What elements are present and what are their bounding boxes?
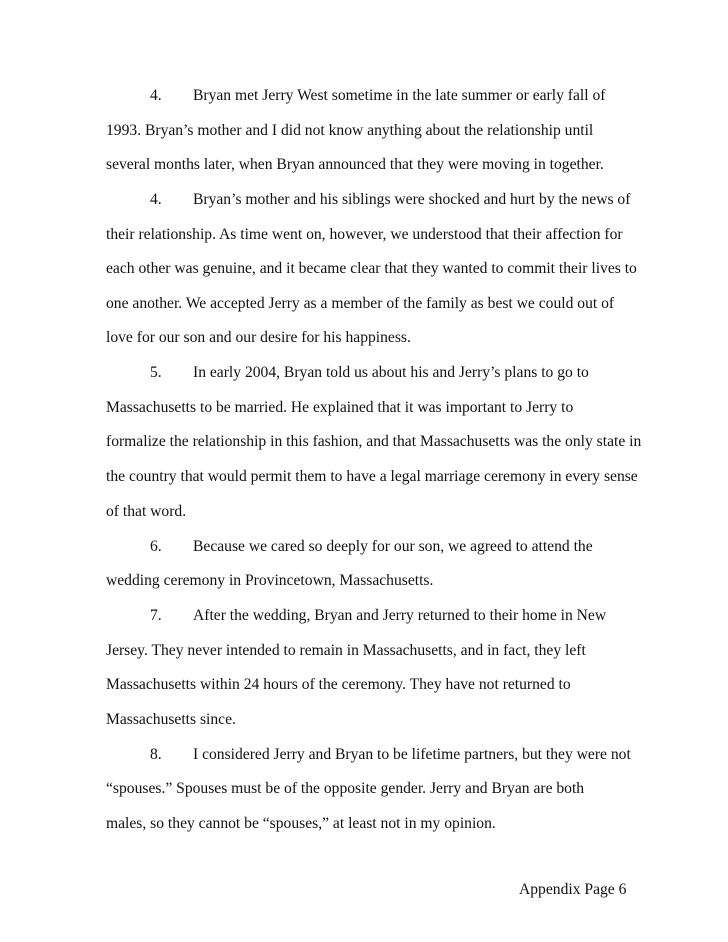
paragraph-number: 7. xyxy=(150,607,162,624)
paragraph-line: males, so they cannot be “spouses,” at least not in my opinion. xyxy=(106,815,496,832)
paragraph-line: I considered Jerry and Bryan to be lifetime partners, but they were not xyxy=(193,746,631,763)
paragraph-line: their relationship. As time went on, however, we understood that their affection for xyxy=(106,226,623,243)
paragraph-line: Bryan met Jerry West sometime in the late summer or early fall of xyxy=(193,87,606,104)
paragraph-line: Jersey. They never intended to remain in Massachusetts, and in fact, they left xyxy=(106,642,586,659)
paragraph-line: formalize the relationship in this fashion, and that Massachusetts was the only state in xyxy=(106,433,642,450)
paragraph-line: wedding ceremony in Provincetown, Massachusetts. xyxy=(106,572,434,589)
paragraph-number: 5. xyxy=(150,364,162,381)
paragraph-number: 4. xyxy=(150,191,162,208)
paragraph-line: 1993. Bryan’s mother and I did not know anything about the relationship until xyxy=(106,122,594,139)
paragraph-number: 8. xyxy=(150,746,162,763)
paragraph-number: 4. xyxy=(150,87,162,104)
paragraph-line: Bryan’s mother and his siblings were shocked and hurt by the news of xyxy=(193,191,631,208)
paragraph-line: In early 2004, Bryan told us about his and Jerry’s plans to go to xyxy=(193,364,589,381)
paragraph-line: each other was genuine, and it became clear that they wanted to commit their lives to xyxy=(106,260,637,277)
paragraph-line: one another. We accepted Jerry as a member of the family as best we could out of xyxy=(106,295,615,312)
paragraph-line: several months later, when Bryan announced that they were moving in together. xyxy=(106,156,604,173)
paragraph-number: 6. xyxy=(150,538,162,555)
paragraph-line: love for our son and our desire for his happiness. xyxy=(106,329,411,346)
paragraph-line: Massachusetts since. xyxy=(106,711,236,728)
paragraph-line: Massachusetts to be married. He explained that it was important to Jerry to xyxy=(106,399,574,416)
paragraph-line: the country that would permit them to have a legal marriage ceremony in every sense xyxy=(106,468,638,485)
page-footer: Appendix Page 6 xyxy=(519,881,627,898)
paragraph-line: Massachusetts within 24 hours of the ceremony. They have not returned to xyxy=(106,676,571,693)
paragraph-line: After the wedding, Bryan and Jerry returned to their home in New xyxy=(193,607,607,624)
paragraph-line: Because we cared so deeply for our son, we agreed to attend the xyxy=(193,538,593,555)
paragraph-line: “spouses.” Spouses must be of the opposite gender. Jerry and Bryan are both xyxy=(106,780,585,797)
paragraph-line: of that word. xyxy=(106,503,187,520)
